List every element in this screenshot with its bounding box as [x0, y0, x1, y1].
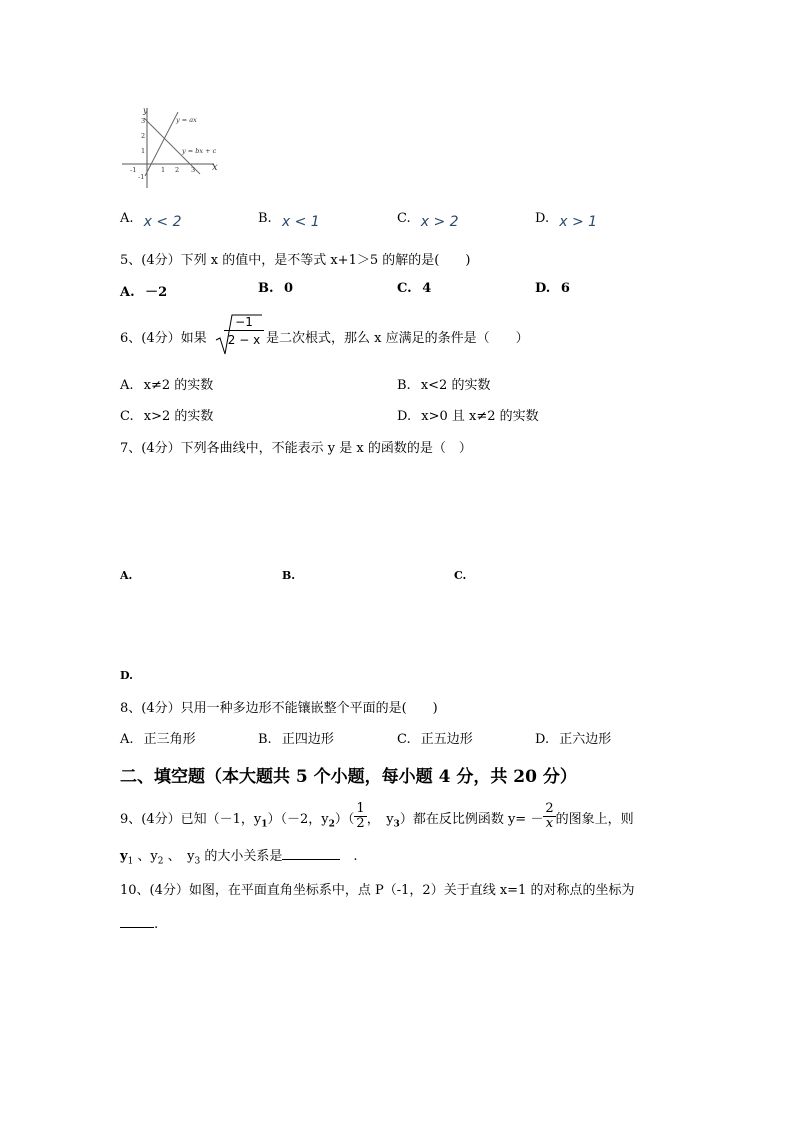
- q9-sub: 1: [261, 819, 268, 830]
- q9-sub: 3: [194, 856, 201, 867]
- tick-y-1: 1: [141, 147, 146, 155]
- option-text: x>2 的实数: [143, 409, 214, 424]
- q9-text: .: [340, 849, 358, 864]
- q9-text: 的图象上，则: [555, 812, 634, 827]
- tick-x-3: 3: [191, 166, 196, 174]
- section-heading: 二、填空题（本大题共 5 个小题，每小题 4 分，共 20 分）: [120, 767, 577, 787]
- option-letter: D.: [535, 211, 550, 226]
- q4-option-a[interactable]: [120, 210, 182, 230]
- q8-option-c[interactable]: [397, 728, 473, 747]
- q10-stem: 10、(4分）如图，在平面直角坐标系中，点 P（-1，2）关于直线 x=1 的对称点的坐标为: [120, 883, 635, 898]
- q6-radicand-fraction: [224, 314, 264, 349]
- q9-sub: 3: [393, 819, 400, 830]
- option-letter: A.: [120, 285, 135, 300]
- option-letter: A.: [120, 732, 134, 747]
- fraction-numerator: 1: [356, 801, 365, 816]
- option-letter: A.: [120, 378, 134, 393]
- option-letter: A.: [120, 211, 134, 226]
- q9-text: 9、(4分）已知（－1，y: [120, 812, 262, 827]
- option-letter: D.: [535, 281, 551, 296]
- option-text: 6: [560, 281, 570, 296]
- q4-option-b[interactable]: [258, 210, 320, 230]
- q7-option-c[interactable]: C.: [454, 569, 467, 582]
- option-text: x < 2: [143, 214, 182, 230]
- option-text: 正四边形: [281, 732, 334, 747]
- tick-y-neg1: -1: [138, 173, 145, 181]
- option-text: x>0 且 x≠2 的实数: [421, 409, 539, 424]
- q9-text: ）（: [334, 812, 355, 827]
- q9-function-fraction: [543, 802, 555, 831]
- q9-text: ）（－2，y: [267, 812, 329, 827]
- option-letter: B.: [258, 281, 274, 296]
- option-letter: C.: [397, 281, 412, 296]
- option-text: x < 1: [281, 214, 320, 230]
- q8-stem: 8、(4分）只用一种多边形不能镶嵌整个平面的是( ): [120, 701, 438, 716]
- q9-text: y: [120, 849, 128, 864]
- q5-option-c[interactable]: [397, 281, 431, 296]
- option-text: 正六边形: [559, 732, 612, 747]
- option-text: x > 2: [420, 214, 459, 230]
- q7-stem: 7、(4分）下列各曲线中，不能表示 y 是 x 的函数的是（ ）: [120, 441, 472, 456]
- option-letter: D.: [397, 409, 412, 424]
- option-text: x<2 的实数: [420, 378, 491, 393]
- q9-line1: [120, 801, 634, 834]
- q5-option-b[interactable]: [258, 281, 293, 296]
- option-letter: D.: [535, 732, 550, 747]
- q9-text: ）都在反比例函数 y= －: [399, 812, 544, 827]
- label-y-bx-c: y = bx + c: [182, 147, 217, 155]
- q6-option-a[interactable]: [120, 374, 213, 393]
- q9-sub: 1: [127, 856, 134, 867]
- tick-x-2: 2: [175, 166, 180, 174]
- q4-graph-figure: [118, 104, 228, 190]
- option-letter: B.: [397, 378, 411, 393]
- fraction-numerator: 2: [545, 801, 554, 816]
- tick-x-neg1: -1: [130, 166, 137, 174]
- q9-text: 、y: [133, 849, 158, 864]
- q5-stem: 5、(4分）下列 x 的值中，是不等式 x+1＞5 的解的是( ): [120, 253, 471, 268]
- q4-option-d[interactable]: [535, 210, 598, 230]
- fraction-denominator: x: [545, 816, 554, 831]
- option-text: x > 1: [559, 214, 598, 230]
- q8-option-a[interactable]: [120, 728, 196, 747]
- q5-option-a[interactable]: [120, 281, 167, 300]
- q9-line2: [120, 845, 358, 867]
- q8-option-b[interactable]: [258, 728, 334, 747]
- option-letter: B.: [258, 211, 272, 226]
- q7-option-a[interactable]: A.: [120, 569, 133, 582]
- option-letter: C.: [120, 409, 134, 424]
- option-text: 0: [284, 281, 294, 296]
- q9-fraction-half: [354, 802, 366, 831]
- option-letter: C.: [397, 211, 411, 226]
- q9-text: ， y: [366, 812, 394, 827]
- fraction-numerator: −1: [224, 314, 264, 331]
- q8-option-d[interactable]: [535, 728, 611, 747]
- option-text: 4: [422, 281, 432, 296]
- option-text: 正五边形: [420, 732, 473, 747]
- q6-prefix: 6、(4分）如果: [120, 331, 207, 346]
- option-letter: B.: [258, 732, 272, 747]
- q6-suffix: 是二次根式，那么 x 应满足的条件是（ ）: [266, 331, 529, 346]
- q9-sub: 2: [157, 856, 164, 867]
- q7-option-b[interactable]: B.: [282, 569, 296, 582]
- q6-option-d[interactable]: [397, 405, 539, 424]
- q6-option-b[interactable]: [397, 374, 490, 393]
- q9-text: 的大小关系是: [200, 849, 283, 864]
- q10-answer-line: [120, 915, 158, 932]
- q10-text: .: [154, 917, 159, 932]
- fraction-denominator: 2 − x: [227, 333, 261, 347]
- answer-blank[interactable]: [120, 915, 154, 928]
- answer-blank[interactable]: [282, 847, 340, 860]
- tick-y-2: 2: [141, 132, 146, 140]
- q6-option-c[interactable]: [120, 405, 213, 424]
- option-letter: C.: [397, 732, 411, 747]
- option-text: －2: [145, 285, 168, 300]
- label-y-ax: y = ax: [176, 116, 197, 124]
- q5-option-d[interactable]: [535, 281, 570, 296]
- q4-option-c[interactable]: [397, 210, 459, 230]
- option-text: x≠2 的实数: [143, 378, 214, 393]
- q9-text: 、 y: [163, 849, 195, 864]
- fraction-denominator: 2: [356, 816, 365, 831]
- x-axis-label: x: [212, 162, 218, 173]
- q9-sub: 2: [328, 819, 335, 830]
- tick-y-3: 3: [141, 117, 146, 125]
- option-text: 正三角形: [143, 732, 196, 747]
- y-axis-label: y: [143, 106, 148, 115]
- tick-x-1: 1: [161, 166, 166, 174]
- q7-option-d[interactable]: D.: [120, 669, 133, 682]
